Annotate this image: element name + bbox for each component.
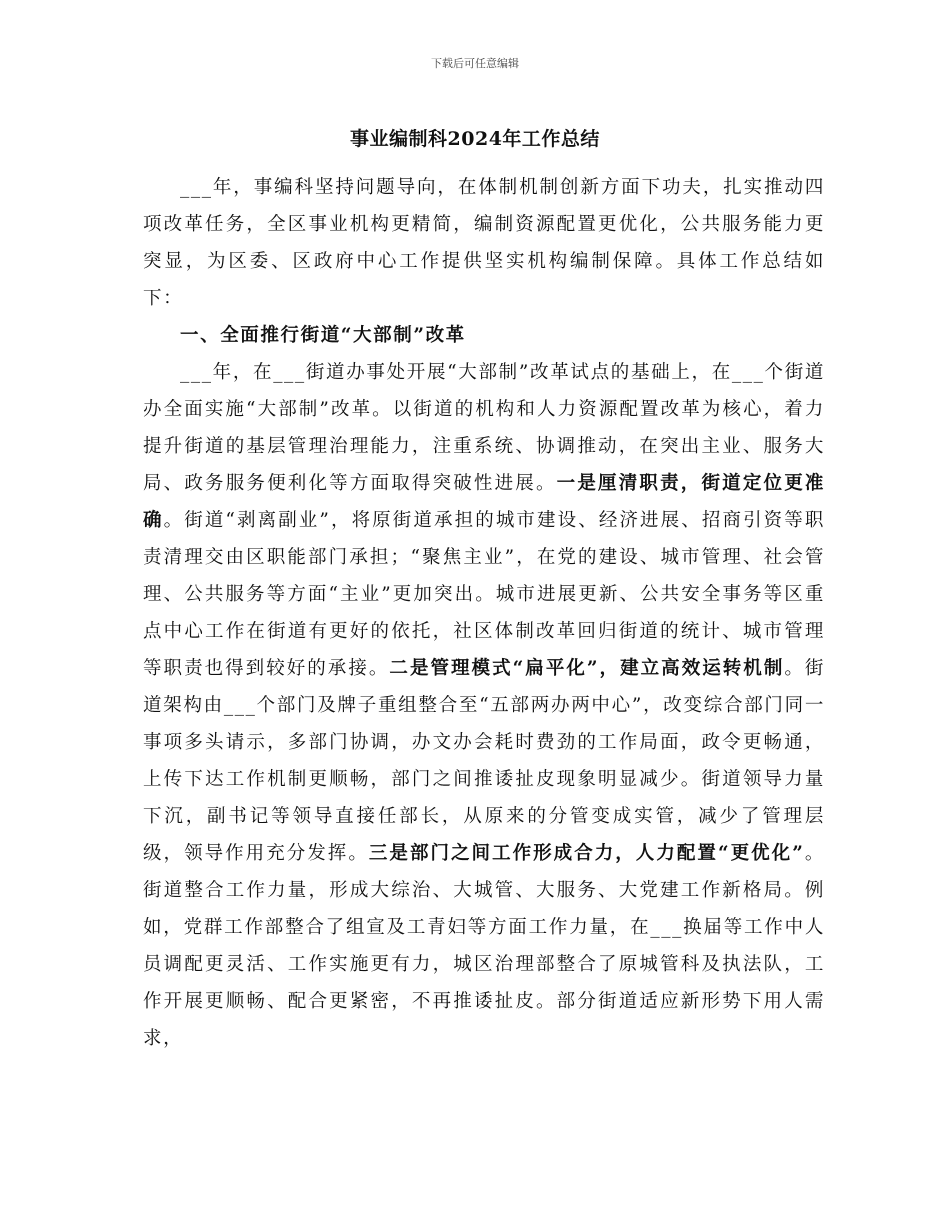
- document-body: [143, 169, 825, 1057]
- paragraph-text: 。街道整合工作力量，形成大综治、大城管、大服务、大党建工作新格局。例如，党群工作部整合了组宣及工青妇等方面工作力量，在___换届等工作中人员调配更灵活、工作实施更有力，城区治理部整合了原城管科及执法队，工作开展更顺畅、配合更紧密，不再推诿扯皮。部分街道适应新形势下用人需求，: [143, 843, 826, 1049]
- section-heading: 一、全面推行街道“大部制”改革: [180, 325, 466, 346]
- bold-point-3: 三是部门之间工作形成合力，人力配置“更优化”: [368, 843, 805, 864]
- section-paragraph: [143, 354, 825, 1057]
- bold-point-2: 二是管理模式“扁平化”，建立高效运转机制: [389, 658, 785, 679]
- bold-point-1: 一是厘清职责，街道定位更准确: [143, 473, 825, 531]
- header-note: 下载后可任意编辑: [431, 57, 519, 70]
- paragraph-text: 。街道“剥离副业”，将原街道承担的城市建设、经济进展、招商引资等职责清理交由区职能部门承担；“聚焦主业”，在党的建设、城市管理、社会管理、公共服务等方面“主业”更加突出。城市进展更新、公共安全事务等区重点中心工作在街道有更好的依托，社区体制改革回归街道的统计、城市管理等职责也得到较好的承接。: [143, 510, 825, 679]
- document-title: 事业编制科2024年工作总结: [350, 128, 600, 150]
- paragraph-text: 。街道架构由___个部门及牌子重组整合至“五部两办两中心”，改变综合部门同一事项多头请示，多部门协调，办文办会耗时费劲的工作局面，政令更畅通，上传下达工作机制更顺畅，部门之间推诿扯皮现象明显减少。街道领导力量下沉，副书记等领导直接任部长，从原来的分管变成实管，减少了管理层级，领导作用充分发挥。: [143, 658, 825, 864]
- paragraph-text: ___年，在___街道办事处开展“大部制”改革试点的基础上，在___个街道办全面实施“大部制”改革。以街道的机构和人力资源配置改革为核心，着力提升街道的基层管理治理能力，注重系统、协调推动，在突出主业、服务大局、政务服务便利化等方面取得突破性进展。: [143, 362, 825, 494]
- intro-paragraph: ___年，事编科坚持问题导向，在体制机制创新方面下功夫，扎实推动四项改革任务，全区事业机构更精简，编制资源配置更优化，公共服务能力更突显，为区委、区政府中心工作提供坚实机构编制保障。具体工作总结如下：: [143, 177, 825, 309]
